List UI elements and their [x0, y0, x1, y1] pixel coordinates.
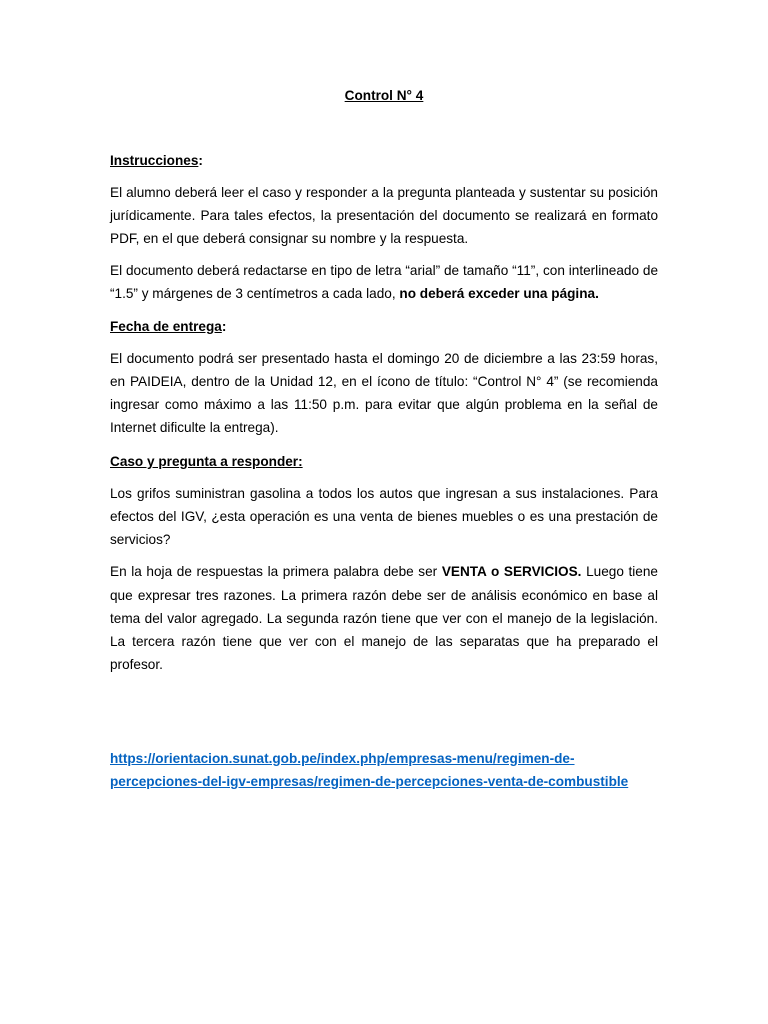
instrucciones-paragraph-1: El alumno deberá leer el caso y responder a la pregunta planteada y sustentar su posición jurídicamente. Para tales efectos, la presentación del documento se realizará en formato PDF, en el que deberá consignar su nombre y la respuesta.: [110, 185, 658, 247]
caso-heading: [110, 450, 658, 473]
reference-link-line-2[interactable]: percepciones-del-igv-empresas/regimen-de-percepciones-venta-de-combustible: [110, 773, 629, 789]
instrucciones-paragraph-2-bold: no deberá exceder una página.: [399, 286, 599, 302]
caso-paragraph-2-bold: VENTA o SERVICIOS.: [441, 564, 582, 580]
fecha-heading-text: Fecha de entrega: [110, 318, 222, 334]
instrucciones-heading: [110, 149, 658, 172]
document-title: Control N° 4: [344, 88, 424, 103]
reference-link-line-1[interactable]: https://orientacion.sunat.gob.pe/index.php/empresas-menu/regimen-de-: [110, 750, 575, 766]
fecha-heading: [110, 315, 658, 338]
instrucciones-paragraph-2: [110, 259, 658, 305]
instrucciones-heading-colon: :: [198, 153, 203, 168]
caso-paragraph-2-before: En la hoja de respuestas la primera palabra debe ser: [110, 564, 442, 580]
caso-heading-text: Caso y pregunta a responder:: [110, 454, 303, 470]
caso-paragraph-2-after: Luego tiene que expresar tres razones. La primera razón debe ser de análisis económico en base al tema del valor agregado. La segunda razón tiene que ver con el manejo de la legislación. La tercera razón tiene que ver con el manejo de las separatas que ha preparado el profesor.: [110, 564, 658, 672]
reference-link[interactable]: [110, 747, 658, 793]
instrucciones-paragraph-2-text: El documento deberá redactarse en tipo de letra “arial” de tamaño “11”, con interlineado de “1.5” y márgenes de 3 centímetros a cada lado,: [110, 263, 658, 302]
fecha-heading-colon: :: [221, 318, 227, 334]
document-body: [110, 84, 658, 793]
fecha-paragraph: El documento podrá ser presentado hasta el domingo 20 de diciembre a las 23:59 horas, en PAIDEIA, dentro de la Unidad 12, en el ícono de título: “Control N° 4” (se recomienda ingresar como máximo a las 11:50 p.m. para evitar que algún problema en la señal de Internet dificulte la entrega).: [110, 350, 658, 435]
caso-paragraph-1: Los grifos suministran gasolina a todos los autos que ingresan a sus instalaciones. Para efectos del IGV, ¿esta operación es una venta de bienes muebles o es una prestación de servicios?: [110, 486, 658, 548]
caso-paragraph-2: [110, 560, 658, 675]
instrucciones-heading-text: Instrucciones: [110, 153, 199, 168]
